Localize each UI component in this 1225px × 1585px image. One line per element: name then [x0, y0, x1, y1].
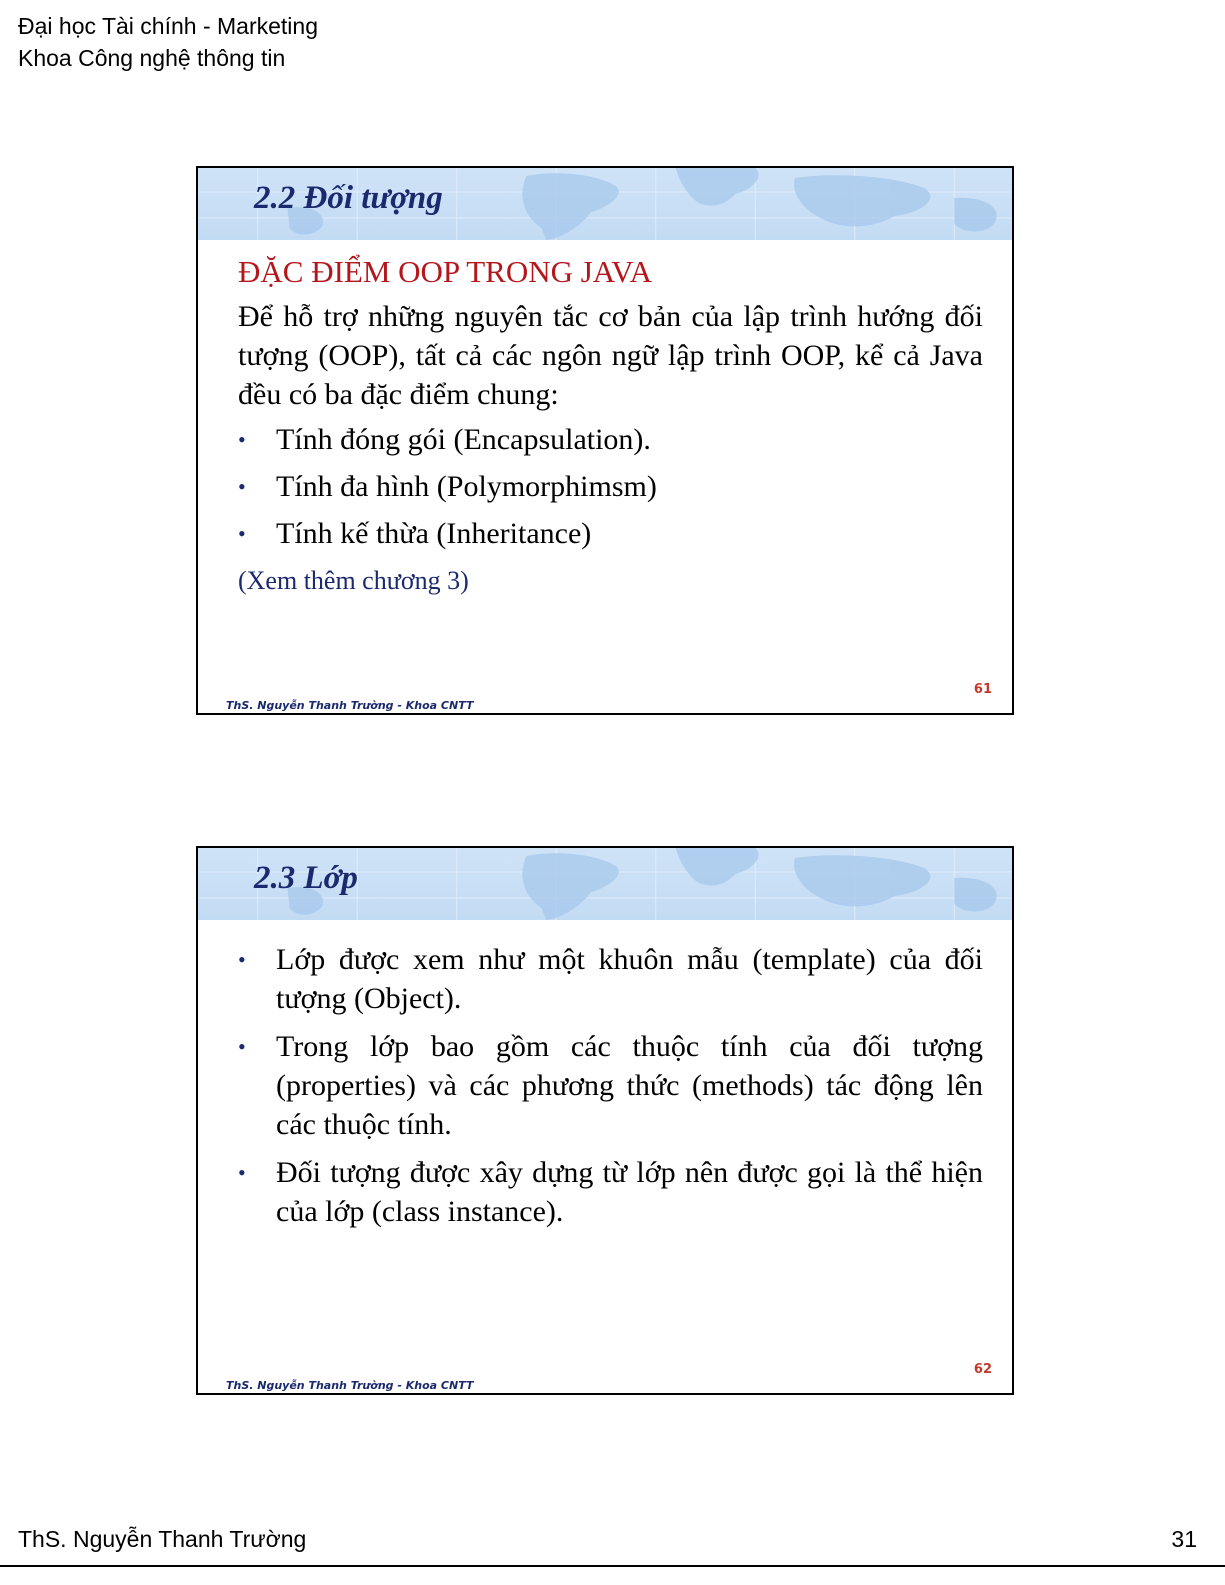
- page-header: [18, 10, 318, 74]
- list-item: [238, 514, 983, 553]
- bullet-text: Tính đóng gói (Encapsulation).: [276, 423, 651, 456]
- slide-body: [238, 934, 983, 1240]
- bullet-icon: •: [238, 521, 246, 546]
- bullet-list: [238, 940, 983, 1231]
- bottom-divider: [0, 1565, 1225, 1567]
- slide-title: 2.2 Đối tượng: [254, 180, 443, 216]
- bullet-text: Trong lớp bao gồm các thuộc tính của đối tượng (properties) và các phương thức (methods) tác động lên các thuộc tính.: [276, 1030, 983, 1141]
- list-item: [238, 467, 983, 506]
- slide-number: 62: [973, 1362, 992, 1377]
- bullet-icon: •: [238, 474, 246, 499]
- bullet-icon: •: [238, 1034, 246, 1059]
- slide-banner: [198, 848, 1012, 920]
- slide-61: [196, 166, 1014, 715]
- slide-banner: [198, 168, 1012, 240]
- bullet-text: Lớp được xem như một khuôn mẫu (template) của đối tượng (Object).: [276, 943, 983, 1015]
- list-item: [238, 940, 983, 1018]
- page-footer-author: ThS. Nguyễn Thanh Trường: [18, 1526, 307, 1552]
- page-number: 31: [1171, 1526, 1197, 1552]
- faculty-name: Khoa Công nghệ thông tin: [18, 45, 286, 71]
- bullet-text: Tính kế thừa (Inheritance): [276, 517, 592, 550]
- list-item: [238, 1027, 983, 1144]
- list-item: [238, 420, 983, 459]
- list-item: [238, 1153, 983, 1231]
- slide-body: [238, 252, 983, 600]
- bullet-icon: •: [238, 1160, 246, 1185]
- slide-footer: ThS. Nguyễn Thanh Trường - Khoa CNTT: [226, 699, 474, 712]
- slide-heading: ĐẶC ĐIỂM OOP TRONG JAVA: [238, 254, 652, 289]
- bullet-text: Đối tượng được xây dựng từ lớp nên được gọi là thể hiện của lớp (class instance).: [276, 1156, 983, 1228]
- slide-title: 2.3 Lớp: [254, 860, 358, 896]
- slide-number: 61: [973, 682, 992, 697]
- bullet-list: [238, 420, 983, 553]
- slide-footer: ThS. Nguyễn Thanh Trường - Khoa CNTT: [226, 1379, 474, 1392]
- institution-name: Đại học Tài chính - Marketing: [18, 13, 318, 39]
- intro-paragraph: Để hỗ trợ những nguyên tắc cơ bản của lập trình hướng đối tượng (OOP), tất cả các ngôn ngữ lập trình OOP, kể cả Java đều có ba đặc điểm chung:: [238, 300, 983, 411]
- bullet-text: Tính đa hình (Polymorphimsm): [276, 470, 657, 503]
- slide-62: [196, 846, 1014, 1395]
- bullet-icon: •: [238, 427, 246, 452]
- see-also-note: (Xem thêm chương 3): [238, 566, 469, 595]
- bullet-icon: •: [238, 947, 246, 972]
